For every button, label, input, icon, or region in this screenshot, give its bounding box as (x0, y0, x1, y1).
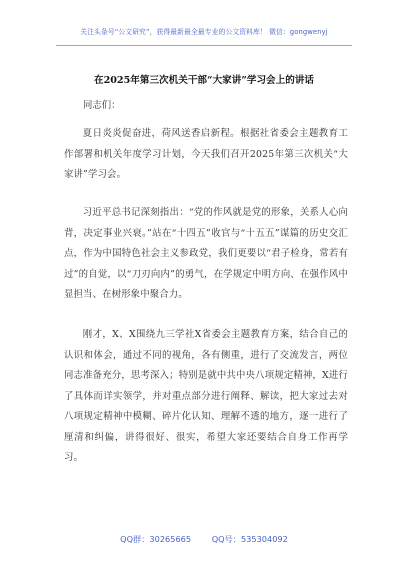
body-paragraph: 习近平总书记深刻指出：“党的作风就是党的形象，关系人心向背，决定事业兴衰。”站在“十四五”收官与“十五五”谋篇的历史交汇点，作为中国特色社会主义参政党，我们更要以“君子检身，常若有过”的自觉，以“刀刃向内”的勇气，在学规定中明方向、在强作风中显担当、在树形象中聚合力。 (64, 207, 348, 300)
salutation: 同志们： (83, 100, 121, 111)
footer-contacts: QQ群：30265665 QQ号：535304092 (120, 534, 288, 544)
body-paragraph: 刚才，X、X围绕九三学社X省委会主题教育方案，结合自己的认识和体会，通过不同的视角，各有侧重，进行了交流发言，两位同志准备充分，思考深入；特别是就中共中央八项规定精神，X进行了具体而详实领学，并对重点部分进行阐释、解读，把大家过去对八项规定精神中模糊、碎片化认知、理解不透的地方，逐一进行了厘清和纠偏，讲得很好、很实，希望大家还要结合自身工作再学习。 (64, 329, 348, 463)
body-paragraph: 夏日炎炎促奋进，荷风送香启新程。根据社省委会主题教育工作部署和机关年度学习计划，今天我们召开2025年第三次机关“大家讲”学习会。 (64, 128, 348, 180)
header-divider (56, 45, 352, 46)
header-banner: 关注头条号“公文研究”，获得最新最全最专业的公文资料库！ 微信：gongwenyj (80, 28, 328, 36)
document-title: 在2025年第三次机关干部“大家讲”学习会上的讲话 (93, 75, 315, 86)
